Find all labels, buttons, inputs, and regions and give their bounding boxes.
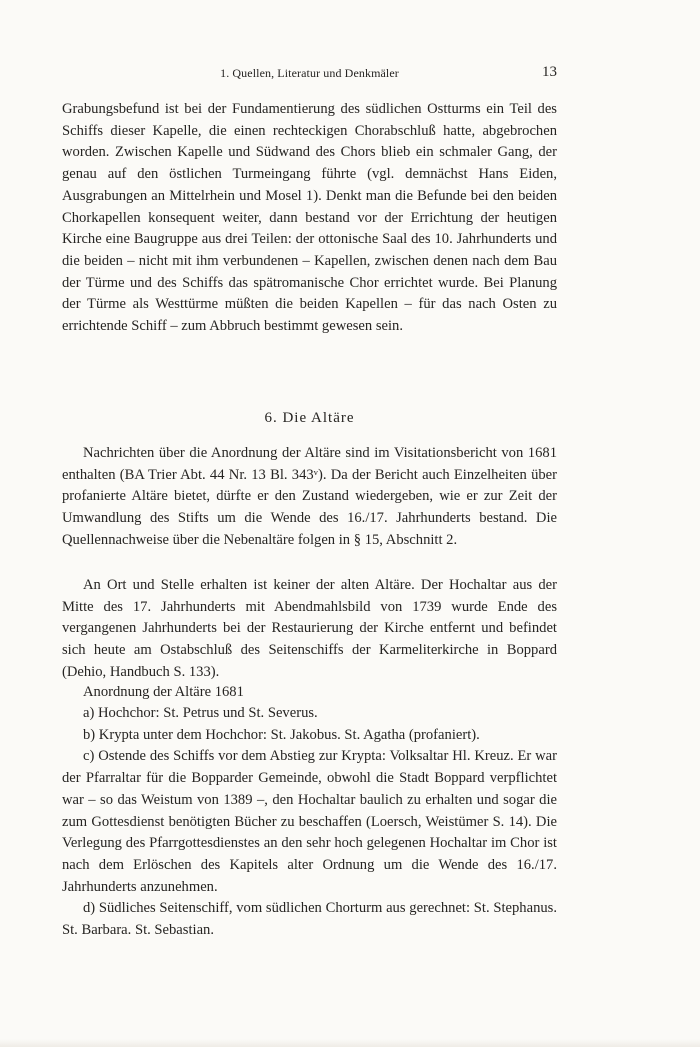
list-heading: Anordnung der Altäre 1681 bbox=[83, 684, 244, 700]
altar-list bbox=[62, 703, 557, 942]
paragraph-2-block bbox=[62, 575, 557, 684]
paragraph-1-block bbox=[62, 443, 557, 552]
list-heading-block bbox=[62, 682, 557, 704]
intro-paragraph: Grabungsbefund ist bei der Fundamentierung des südlichen Ostturms ein Teil des Schiffs dieser Kapelle, die einen rechteckigen Chorabschluß hatte, abgebrochen worden. Zwischen Kapelle und Südwand des Chors blieb ein schmaler Gang, der genau auf den östlichen Turmeingang führte (vgl. demnächst Hans Eiden, Ausgrabungen an Mittelrhein und Mosel 1). Denkt man die Befunde bei den beiden Chorkapellen konsequent weiter, dann bestand vor der Errichtung der heutigen Kirche eine Baugruppe aus drei Teilen: der ottonische Saal des 10. Jahrhunderts und die beiden – nicht mit ihm verbundenen – Kapellen, zwischen denen nach dem Bau der Türme und des Schiffs das spätromanische Chor errichtet wurde. Bei Planung der Türme als Westtürme müßten die beiden Kapellen – für das nach Osten zu errichtende Schiff – zum Abbruch bestimmt gewesen sein. bbox=[62, 101, 557, 335]
running-head bbox=[62, 64, 557, 84]
list-item-a: a) Hochchor: St. Petrus und St. Severus. bbox=[83, 705, 318, 721]
list-item-b: b) Krypta unter dem Hochchor: St. Jakobus. St. Agatha (profaniert). bbox=[83, 726, 480, 743]
paragraph-2: An Ort und Stelle erhalten ist keiner der alten Altäre. Der Hochaltar aus der Mitte des 17. Jahrhunderts mit Abendmahlsbild von 1739 wurde Ende des vergangenen Jahrhunderts bei der Restaurierung der Kirche entfernt und befindet sich heute am Ostabschluß des Seitenschiffs der Karmeliterkirche in Boppard (Dehio, Handbuch S. 133). bbox=[62, 577, 557, 680]
intro-paragraph-block bbox=[62, 99, 557, 338]
section-heading: 6. Die Altäre bbox=[264, 410, 355, 426]
paragraph-1: Nachrichten über die Anordnung der Altäre sind im Visitationsbericht von 1681 enthalten (BA Trier Abt. 44 Nr. 13 Bl. 343ᵛ). Da der Bericht auch Einzelheiten über profanierte Altäre bietet, dürfte er den Zustand wiedergeben, wie er zur Zeit der Umwandlung des Stifts um die Wende des 16./17. Jahrhunderts bestand. Die Quellennachweise über die Nebenaltäre folgen in § 15, Abschnitt 2. bbox=[62, 445, 557, 548]
list-item-c: c) Ostende des Schiffs vor dem Abstieg zur Krypta: Volksaltar Hl. Kreuz. Er war der Pfarraltar für die Bopparder Gemeinde, obwohl die Stadt Boppard verpflichtet war – so das Weistum von 1389 –, den Hochaltar baulich zu erhalten und sogar die zum Gottesdienst benötigten Bücher zu beschaffen (Loersch, Weistümer S. 14). Die Verlegung des Pfarrgottesdienstes an den sehr hoch gelegenen Hochaltar im Chor ist nach dem Erlöschen des Kapitels alter Ordnung um die Wende des 16./17. Jahrhunderts anzunehmen. bbox=[62, 748, 557, 895]
list-item-d: d) Südliches Seitenschiff, vom südlichen Chorturm aus gerechnet: St. Stephanus. St. Barbara. St. Sebastian. bbox=[62, 900, 557, 939]
running-title: 1. Quellen, Literatur und Denkmäler bbox=[220, 66, 399, 80]
page-number: 13 bbox=[542, 64, 557, 80]
page-bottom-edge bbox=[0, 1039, 700, 1047]
